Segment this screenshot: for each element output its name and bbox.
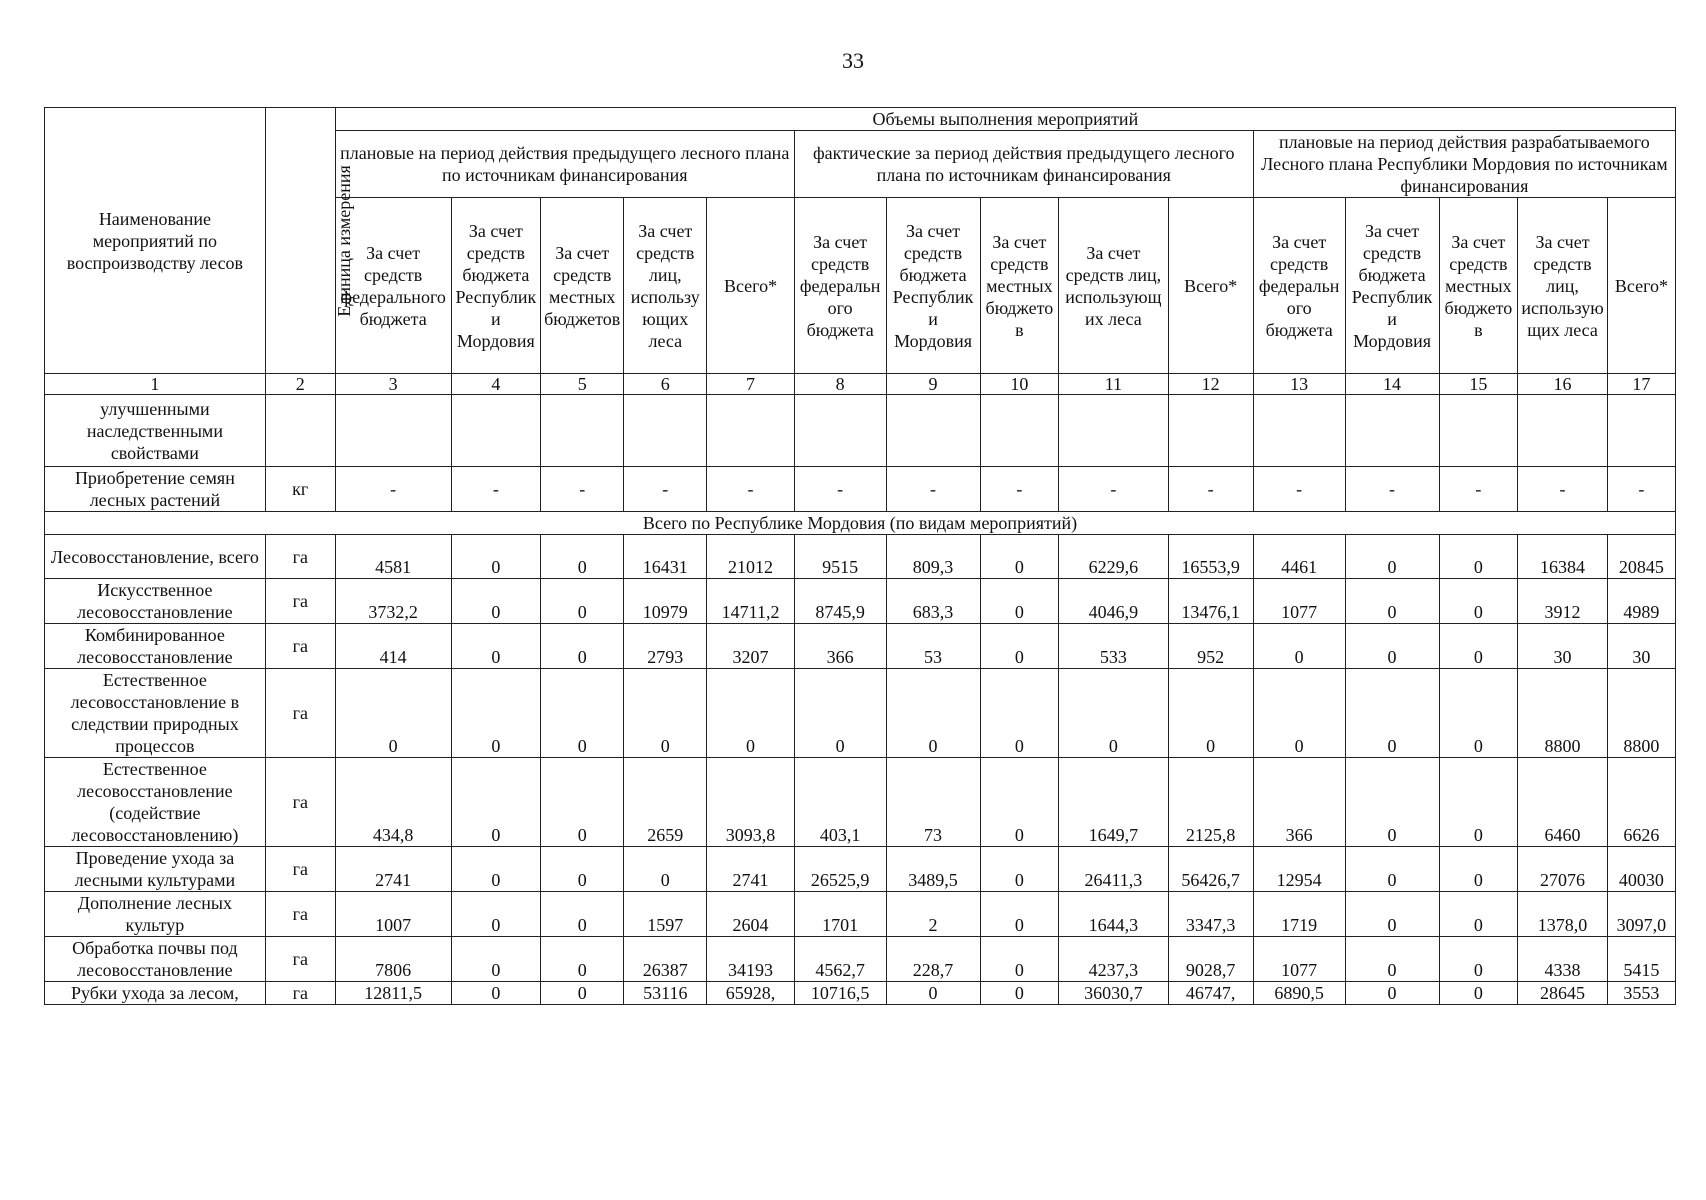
table-cell: 0 [980, 535, 1059, 579]
table-cell: 0 [1345, 669, 1439, 758]
table-cell: 0 [980, 579, 1059, 624]
row-unit: га [265, 847, 335, 892]
table-cell: 0 [624, 847, 707, 892]
table-cell: 12811,5 [335, 982, 451, 1005]
table-cell: 0 [451, 937, 541, 982]
table-cell: - [980, 467, 1059, 512]
table-cell: 2 [886, 892, 980, 937]
table-cell: 56426,7 [1168, 847, 1253, 892]
table-cell: 20845 [1607, 535, 1675, 579]
table-row [45, 937, 1676, 982]
table-cell: 0 [1439, 847, 1518, 892]
table-cell: 0 [1345, 982, 1439, 1005]
table-cell: - [794, 467, 886, 512]
table-row [45, 535, 1676, 579]
table-cell: 683,3 [886, 579, 980, 624]
table-cell: 40030 [1607, 847, 1675, 892]
subcolumn-header: Всего* [1168, 198, 1253, 374]
unit-column-header-text: Единица измерения [333, 164, 354, 317]
table-cell: 7806 [335, 937, 451, 982]
table-cell: 228,7 [886, 937, 980, 982]
section-row [45, 512, 1676, 535]
row-name: Приобретение семян лесных растений [45, 467, 266, 512]
table-cell: 0 [1168, 669, 1253, 758]
table-cell: 16384 [1518, 535, 1608, 579]
column-number: 4 [451, 374, 541, 395]
header-row-column-numbers [45, 374, 1676, 395]
table-row [45, 982, 1676, 1005]
table-cell: 0 [1439, 982, 1518, 1005]
table-cell: - [541, 467, 624, 512]
table-cell [1168, 395, 1253, 467]
table-cell: 2741 [707, 847, 794, 892]
table-cell: 28645 [1518, 982, 1608, 1005]
table-cell: 414 [335, 624, 451, 669]
table-row [45, 847, 1676, 892]
column-number: 5 [541, 374, 624, 395]
table-cell [1253, 395, 1345, 467]
column-number: 16 [1518, 374, 1608, 395]
table-cell [1439, 395, 1518, 467]
table-cell: 26387 [624, 937, 707, 982]
table-cell: 10979 [624, 579, 707, 624]
row-name: Лесовосстановление, всего [45, 535, 266, 579]
table-cell: 36030,7 [1059, 982, 1168, 1005]
table-cell: 4461 [1253, 535, 1345, 579]
table-cell: 3732,2 [335, 579, 451, 624]
row-unit: га [265, 892, 335, 937]
table-cell: 0 [1345, 892, 1439, 937]
column-number: 10 [980, 374, 1059, 395]
table-cell [1345, 395, 1439, 467]
table-row [45, 892, 1676, 937]
table-cell: 1077 [1253, 937, 1345, 982]
table-cell [1607, 395, 1675, 467]
section-title: Всего по Республике Мордовия (по видам мероприятий) [45, 512, 1676, 535]
table-cell: 809,3 [886, 535, 980, 579]
table-row [45, 624, 1676, 669]
column-number: 9 [886, 374, 980, 395]
table-cell: 1007 [335, 892, 451, 937]
column-number: 2 [265, 374, 335, 395]
table-cell: 2604 [707, 892, 794, 937]
table-cell: 0 [1345, 535, 1439, 579]
measures-table [44, 107, 1676, 1005]
row-name: Проведение ухода за лесными культурами [45, 847, 266, 892]
unit-column-header [265, 108, 354, 374]
column-number: 7 [707, 374, 794, 395]
row-name: Естественное лесовосстановление в следствии природных процессов [45, 669, 266, 758]
table-cell: 0 [1439, 624, 1518, 669]
table-cell: 0 [980, 937, 1059, 982]
table-cell: 0 [451, 624, 541, 669]
subcolumn-header: За счет средств местных бюджетов [1439, 198, 1518, 374]
table-cell: 0 [1345, 579, 1439, 624]
subcolumn-header: За счет средств лиц, использующих леса [1059, 198, 1168, 374]
table-cell: 8745,9 [794, 579, 886, 624]
table-cell: 26411,3 [1059, 847, 1168, 892]
table-cell: - [886, 467, 980, 512]
table-cell: - [1518, 467, 1608, 512]
table-cell: - [1439, 467, 1518, 512]
group-header-prev-actual: фактические за период действия предыдущего лесного плана по источникам финансирования [794, 131, 1253, 198]
table-cell: 27076 [1518, 847, 1608, 892]
table-cell [980, 395, 1059, 467]
table-cell: 46747, [1168, 982, 1253, 1005]
column-number: 14 [1345, 374, 1439, 395]
table-cell: 0 [1439, 579, 1518, 624]
table-cell: 0 [624, 669, 707, 758]
table-cell: 0 [1439, 535, 1518, 579]
subcolumn-header: За счет средств лиц, использующих леса [1518, 198, 1608, 374]
table-cell: 0 [980, 758, 1059, 847]
table-cell: 0 [1253, 624, 1345, 669]
table-body [45, 108, 1676, 1005]
column-number: 1 [45, 374, 266, 395]
table-cell: 0 [541, 982, 624, 1005]
table-cell: 2125,8 [1168, 758, 1253, 847]
table-cell [794, 395, 886, 467]
subcolumn-header: За счет средств федерального бюджета [335, 198, 451, 374]
table-row [45, 467, 1676, 512]
table-cell: - [1253, 467, 1345, 512]
table-cell: 0 [1253, 669, 1345, 758]
table-cell: - [1345, 467, 1439, 512]
table-cell: 0 [1439, 937, 1518, 982]
table-cell: 1649,7 [1059, 758, 1168, 847]
table-cell: 0 [886, 669, 980, 758]
table-cell [886, 395, 980, 467]
table-cell: 0 [451, 892, 541, 937]
table-cell: 0 [541, 579, 624, 624]
table-cell: 34193 [707, 937, 794, 982]
table-cell: 366 [1253, 758, 1345, 847]
table-cell: 65928, [707, 982, 794, 1005]
table-cell: 0 [1439, 669, 1518, 758]
table-cell: 3912 [1518, 579, 1608, 624]
table-cell: 952 [1168, 624, 1253, 669]
row-name: Рубки ухода за лесом, [45, 982, 266, 1005]
table-cell: - [1168, 467, 1253, 512]
subcolumn-header: За счет средств местных бюджетов [980, 198, 1059, 374]
table-cell: 366 [794, 624, 886, 669]
column-number: 13 [1253, 374, 1345, 395]
table-cell [1059, 395, 1168, 467]
subcolumn-header: За счет средств лиц, использующих леса [624, 198, 707, 374]
table-row [45, 395, 1676, 467]
table-cell: 0 [335, 669, 451, 758]
table-cell: - [707, 467, 794, 512]
table-cell: 0 [980, 624, 1059, 669]
column-number: 11 [1059, 374, 1168, 395]
table-cell: 30 [1518, 624, 1608, 669]
table-cell: 6229,6 [1059, 535, 1168, 579]
table-cell: 26525,9 [794, 847, 886, 892]
page-number: 33 [842, 48, 864, 73]
table-cell: 21012 [707, 535, 794, 579]
row-name: Искусственное лесовосстановление [45, 579, 266, 624]
table-cell [624, 395, 707, 467]
table-cell: 0 [541, 892, 624, 937]
table-cell: 403,1 [794, 758, 886, 847]
subcolumn-header: За счет средств бюджета Республики Мордовия [1345, 198, 1439, 374]
column-number: 12 [1168, 374, 1253, 395]
table-cell: 0 [980, 982, 1059, 1005]
table-row [45, 758, 1676, 847]
table-cell: - [624, 467, 707, 512]
row-unit: га [265, 982, 335, 1005]
table-cell: 0 [451, 982, 541, 1005]
table-cell: 4338 [1518, 937, 1608, 982]
table-cell: 73 [886, 758, 980, 847]
table-cell: 0 [451, 579, 541, 624]
table-cell: 434,8 [335, 758, 451, 847]
table-cell: 4046,9 [1059, 579, 1168, 624]
row-name: Естественное лесовосстановление (содействие лесовосстановлению) [45, 758, 266, 847]
column-number: 8 [794, 374, 886, 395]
table-cell: 53 [886, 624, 980, 669]
table-cell: 10716,5 [794, 982, 886, 1005]
table-cell: 14711,2 [707, 579, 794, 624]
table-cell: 6890,5 [1253, 982, 1345, 1005]
table-cell: 16553,9 [1168, 535, 1253, 579]
table-cell: 5415 [1607, 937, 1675, 982]
table-cell: 53116 [624, 982, 707, 1005]
table-cell [1518, 395, 1608, 467]
table-cell: 0 [451, 847, 541, 892]
table-cell: 1597 [624, 892, 707, 937]
table-cell: 0 [451, 535, 541, 579]
row-unit [265, 395, 335, 467]
table-cell: 0 [451, 669, 541, 758]
subcolumn-header: Всего* [1607, 198, 1675, 374]
table-cell: 0 [980, 847, 1059, 892]
table-cell: 0 [1059, 669, 1168, 758]
table-cell: 4562,7 [794, 937, 886, 982]
subcolumn-header: За счет средств бюджета Республики Мордовия [886, 198, 980, 374]
table-cell: 0 [541, 624, 624, 669]
table-cell: 30 [1607, 624, 1675, 669]
table-cell: 9515 [794, 535, 886, 579]
table-cell: 0 [980, 892, 1059, 937]
table-cell: 2793 [624, 624, 707, 669]
table-cell: 1077 [1253, 579, 1345, 624]
table-cell: - [335, 467, 451, 512]
column-number: 17 [1607, 374, 1675, 395]
subcolumn-header: За счет средств федерального бюджета [794, 198, 886, 374]
table-cell: 3489,5 [886, 847, 980, 892]
group-main-header: Объемы выполнения мероприятий [335, 108, 1675, 131]
table-row [45, 669, 1676, 758]
table-cell [451, 395, 541, 467]
table-cell: 0 [1345, 624, 1439, 669]
table-cell: 4989 [1607, 579, 1675, 624]
table-cell: 3553 [1607, 982, 1675, 1005]
group-header-new-plan: плановые на период действия разрабатываемого Лесного плана Республики Мордовия по источникам финансирования [1253, 131, 1675, 198]
table-cell: 8800 [1607, 669, 1675, 758]
table-cell: 13476,1 [1168, 579, 1253, 624]
table-cell: 0 [794, 669, 886, 758]
table-cell: 0 [1439, 758, 1518, 847]
row-unit: га [265, 624, 335, 669]
row-unit: га [265, 758, 335, 847]
header-row-main [45, 108, 1676, 131]
column-number: 6 [624, 374, 707, 395]
table-cell [335, 395, 451, 467]
table-cell: 0 [451, 758, 541, 847]
table-cell: 0 [541, 535, 624, 579]
table-cell: 0 [541, 669, 624, 758]
table-row [45, 579, 1676, 624]
row-unit: га [265, 937, 335, 982]
subcolumn-header: Всего* [707, 198, 794, 374]
subcolumn-header: За счет средств бюджета Республики Мордовия [451, 198, 541, 374]
table-cell: 3347,3 [1168, 892, 1253, 937]
table-cell: 8800 [1518, 669, 1608, 758]
group-header-prev-plan: плановые на период действия предыдущего лесного плана по источникам финансирования [335, 131, 794, 198]
table-cell: 1378,0 [1518, 892, 1608, 937]
row-unit: га [265, 579, 335, 624]
table-cell [707, 395, 794, 467]
table-cell: 9028,7 [1168, 937, 1253, 982]
row-unit: га [265, 669, 335, 758]
table-cell: 0 [1345, 937, 1439, 982]
table-cell: 3093,8 [707, 758, 794, 847]
name-column-header: Наименование мероприятий по воспроизводству лесов [45, 108, 266, 374]
table-cell: 12954 [1253, 847, 1345, 892]
table-cell: 6626 [1607, 758, 1675, 847]
column-number: 3 [335, 374, 451, 395]
row-unit: га [265, 535, 335, 579]
table-cell: - [1059, 467, 1168, 512]
table-cell: 0 [886, 982, 980, 1005]
table-cell: 0 [541, 937, 624, 982]
table-cell: 1719 [1253, 892, 1345, 937]
table-cell: - [451, 467, 541, 512]
table-cell: 3097,0 [1607, 892, 1675, 937]
table-cell: 0 [541, 758, 624, 847]
table-cell: 0 [541, 847, 624, 892]
table-cell: 0 [1345, 847, 1439, 892]
column-number: 15 [1439, 374, 1518, 395]
row-name: улучшенными наследственными свойствами [45, 395, 266, 467]
table-cell: 4237,3 [1059, 937, 1168, 982]
table-cell: 1701 [794, 892, 886, 937]
subcolumn-header: За счет средств федерального бюджета [1253, 198, 1345, 374]
table-cell: 16431 [624, 535, 707, 579]
table-cell [541, 395, 624, 467]
table-cell: 0 [1345, 758, 1439, 847]
subcolumn-header: За счет средств местных бюджетов [541, 198, 624, 374]
table-cell: 2659 [624, 758, 707, 847]
row-name: Комбинированное лесовосстановление [45, 624, 266, 669]
table-cell: 0 [980, 669, 1059, 758]
table-cell: 4581 [335, 535, 451, 579]
table-cell: 0 [1439, 892, 1518, 937]
table-cell: 3207 [707, 624, 794, 669]
row-name: Обработка почвы под лесовосстановление [45, 937, 266, 982]
table-cell: 1644,3 [1059, 892, 1168, 937]
table-cell: 6460 [1518, 758, 1608, 847]
table-cell: 0 [707, 669, 794, 758]
row-name: Дополнение лесных культур [45, 892, 266, 937]
table-cell: 533 [1059, 624, 1168, 669]
row-unit: кг [265, 467, 335, 512]
table-cell: - [1607, 467, 1675, 512]
table-cell: 2741 [335, 847, 451, 892]
